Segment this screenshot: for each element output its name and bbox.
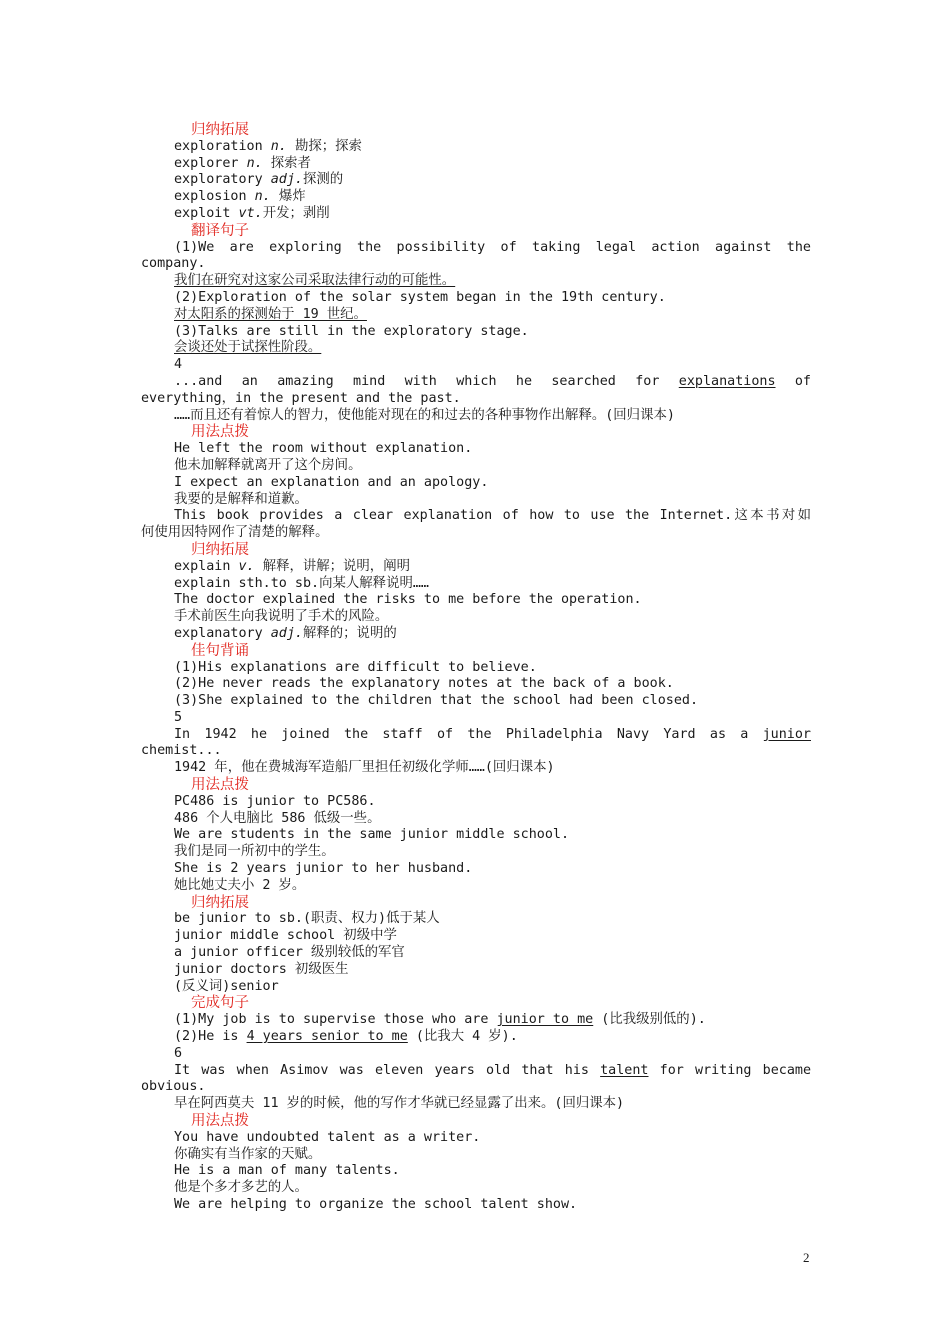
example-sentence: He is a man of many talents. <box>174 1163 400 1179</box>
recite-sentence: (1)His explanations are difficult to believe. <box>174 659 537 675</box>
example-sentence: I expect an explanation and an apology. <box>174 474 489 490</box>
vocab-entry: exploratory adj.探测的 <box>174 172 344 188</box>
section-heading-complete: 完成句子 <box>191 995 249 1012</box>
source-translation: 早在阿西莫夫 11 岁的时候，他的写作才华就已经显露了出来。(回归课本) <box>174 1096 625 1112</box>
example-sentence: We are helping to organize the school talent show. <box>174 1197 578 1212</box>
recite-sentence: (3)She explained to the children that the school had been closed. <box>174 693 699 709</box>
vocab-entry: junior doctors 初级医生 <box>174 961 349 977</box>
section-heading-usage: 用法点拨 <box>191 424 249 441</box>
example-translation: 他未加解释就离开了这个房间。 <box>174 457 362 473</box>
section-heading-usage: 用法点拨 <box>191 777 249 794</box>
page-number: 2 <box>803 1250 810 1265</box>
item-number: 5 <box>174 709 183 725</box>
example-sentence: The doctor explained the risks to me before the operation. <box>174 592 642 608</box>
example-translation: 我们是同一所初中的学生。 <box>174 844 335 860</box>
example-translation: 他是个多才多艺的人。 <box>174 1180 308 1196</box>
example-sentence: We are students in the same junior middle school. <box>174 827 570 843</box>
completion-sentence: (1)My job is to supervise those who are junior to me (比我级别低的). <box>174 1012 706 1028</box>
source-sentence-continuation: everything，in the present and the past. <box>141 390 461 406</box>
translation-answer: 我们在研究对这家公司采取法律行动的可能性。 <box>174 273 456 289</box>
vocab-entry: explanatory adj.解释的；说明的 <box>174 625 397 641</box>
source-translation: ……而且还有着惊人的智力，使他能对现在的和过去的各种事物作出解释。(回归课本) <box>174 407 675 423</box>
source-sentence-continuation: obvious. <box>141 1079 206 1095</box>
document-body <box>141 122 811 1214</box>
completion-sentence: (2)He is 4 years senior to me (比我大 4 岁). <box>174 1029 518 1045</box>
vocab-entry: a junior officer 级别较低的军官 <box>174 945 405 961</box>
source-sentence: ...and an amazing mind with which he searched for explanations of <box>174 373 811 389</box>
example-translation: 我要的是解释和道歉。 <box>174 491 308 507</box>
section-heading-translate: 翻译句子 <box>191 222 249 239</box>
section-heading-usage: 用法点拨 <box>191 1113 249 1130</box>
sentence-continuation: company. <box>141 256 206 272</box>
section-heading-extend: 归纳拓展 <box>191 541 249 558</box>
vocab-entry: explain sth.to sb.向某人解释说明…… <box>174 575 429 591</box>
example-translation: 她比她丈夫小 2 岁。 <box>174 877 306 893</box>
section-heading-extend: 归纳拓展 <box>191 894 249 911</box>
item-number: 4 <box>174 357 183 373</box>
example-sentence-continuation: 何使用因特网作了清楚的解释。 <box>141 525 329 541</box>
sentence: (3)Talks are still in the exploratory stage. <box>174 323 529 339</box>
sentence: (2)Exploration of the solar system began in the 19th century. <box>174 289 666 305</box>
translation-answer: 会谈还处于试探性阶段。 <box>174 340 322 356</box>
section-heading-recite: 佳句背诵 <box>191 642 249 659</box>
example-translation: 你确实有当作家的天赋。 <box>174 1146 322 1162</box>
translation-answer: 对太阳系的探测始于 19 世纪。 <box>174 306 367 322</box>
section-heading-extend: 归纳拓展 <box>191 122 249 138</box>
source-sentence-continuation: chemist... <box>141 743 222 759</box>
source-sentence: In 1942 he joined the staff of the Philadelphia Navy Yard as a junior <box>174 726 811 742</box>
vocab-entry: exploration n. 勘探；探索 <box>174 138 362 154</box>
example-sentence: PC486 is junior to PC586. <box>174 793 376 809</box>
vocab-entry: (反义词)senior <box>174 978 279 994</box>
sentence: (1)We are exploring the possibility of taking legal action against the <box>174 239 811 255</box>
vocab-entry: exploit vt.开发；剥削 <box>174 205 330 221</box>
vocab-entry: explorer n. 探索者 <box>174 155 311 171</box>
example-sentence: He left the room without explanation. <box>174 441 473 457</box>
vocab-entry: explain v. 解释，讲解；说明，阐明 <box>174 558 410 574</box>
source-translation: 1942 年，他在费城海军造船厂里担任初级化学师……(回归课本) <box>174 760 555 776</box>
example-sentence: This book provides a clear explanation of how to use the Internet.这本书对如 <box>174 508 811 524</box>
vocab-entry: explosion n. 爆炸 <box>174 189 306 205</box>
example-sentence: You have undoubted talent as a writer. <box>174 1129 481 1145</box>
item-number: 6 <box>174 1045 183 1061</box>
vocab-entry: be junior to sb.(职责、权力)低于某人 <box>174 911 440 927</box>
example-translation: 486 个人电脑比 586 低级一些。 <box>174 810 381 826</box>
recite-sentence: (2)He never reads the explanatory notes at the back of a book. <box>174 676 674 692</box>
example-sentence: She is 2 years junior to her husband. <box>174 861 473 877</box>
vocab-entry: junior middle school 初级中学 <box>174 928 397 944</box>
source-sentence: It was when Asimov was eleven years old that his talent for writing became <box>174 1062 811 1078</box>
example-translation: 手术前医生向我说明了手术的风险。 <box>174 609 389 625</box>
